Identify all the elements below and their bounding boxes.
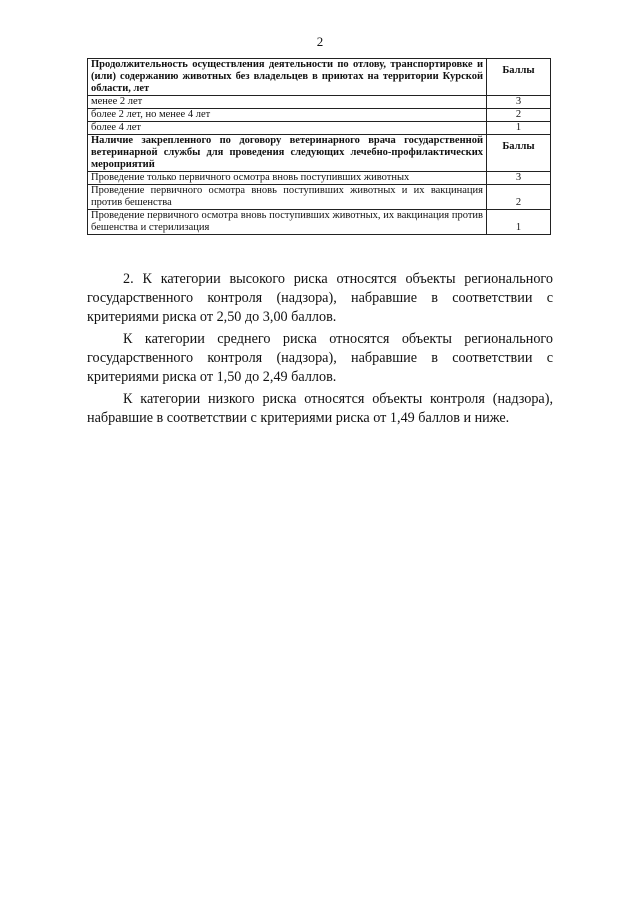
criterion-label: менее 2 лет bbox=[88, 96, 487, 109]
page-number: 2 bbox=[316, 34, 324, 49]
table-section-header bbox=[88, 135, 551, 172]
table-row bbox=[88, 185, 551, 210]
table-row bbox=[88, 109, 551, 122]
section-header-text: Продолжительность осуществления деятельности по отлову, транспортировке и (или) содержанию животных без владельцев в приютах на территории Курской области, лет bbox=[88, 59, 487, 96]
criterion-label: Проведение первичного осмотра вновь поступивших животных, их вакцинация против бешенства и стерилизация bbox=[88, 210, 487, 235]
criterion-label: Проведение только первичного осмотра вновь поступивших животных bbox=[88, 172, 487, 185]
criterion-score: 3 bbox=[487, 172, 551, 185]
table-section-header bbox=[88, 59, 551, 96]
criterion-score: 1 bbox=[487, 210, 551, 235]
risk-criteria-table bbox=[87, 58, 551, 235]
criterion-score: 1 bbox=[487, 122, 551, 135]
criterion-score: 3 bbox=[487, 96, 551, 109]
paragraph-medium-risk: К категории среднего риска относятся объекты регионального государственного контроля (надзора), набравшие в соответствии с критериями риска от 1,50 до 2,49 баллов. bbox=[87, 331, 553, 385]
table-row bbox=[88, 172, 551, 185]
criterion-label: более 4 лет bbox=[88, 122, 487, 135]
section-header-text: Наличие закрепленного по договору ветеринарного врача государственной ветеринарной службы для проведения следующих лечебно-профилактических мероприятий bbox=[88, 135, 487, 172]
paragraph-low-risk: К категории низкого риска относятся объекты контроля (надзора), набравшие в соответствии с критериями риска от 1,49 баллов и ниже. bbox=[87, 391, 553, 426]
criterion-score: 2 bbox=[487, 109, 551, 122]
risk-category-text bbox=[87, 270, 553, 431]
table-row bbox=[88, 122, 551, 135]
criterion-score: 2 bbox=[487, 185, 551, 210]
table-row bbox=[88, 210, 551, 235]
score-column-header: Баллы bbox=[487, 135, 551, 172]
criterion-label: более 2 лет, но менее 4 лет bbox=[88, 109, 487, 122]
table-row bbox=[88, 96, 551, 109]
criterion-label: Проведение первичного осмотра вновь поступивших животных и их вакцинация против бешенства bbox=[88, 185, 487, 210]
score-column-header: Баллы bbox=[487, 59, 551, 96]
paragraph-high-risk: 2. К категории высокого риска относятся объекты регионального государственного контроля (надзора), набравшие в соответствии с критериями риска от 2,50 до 3,00 баллов. bbox=[87, 271, 553, 325]
